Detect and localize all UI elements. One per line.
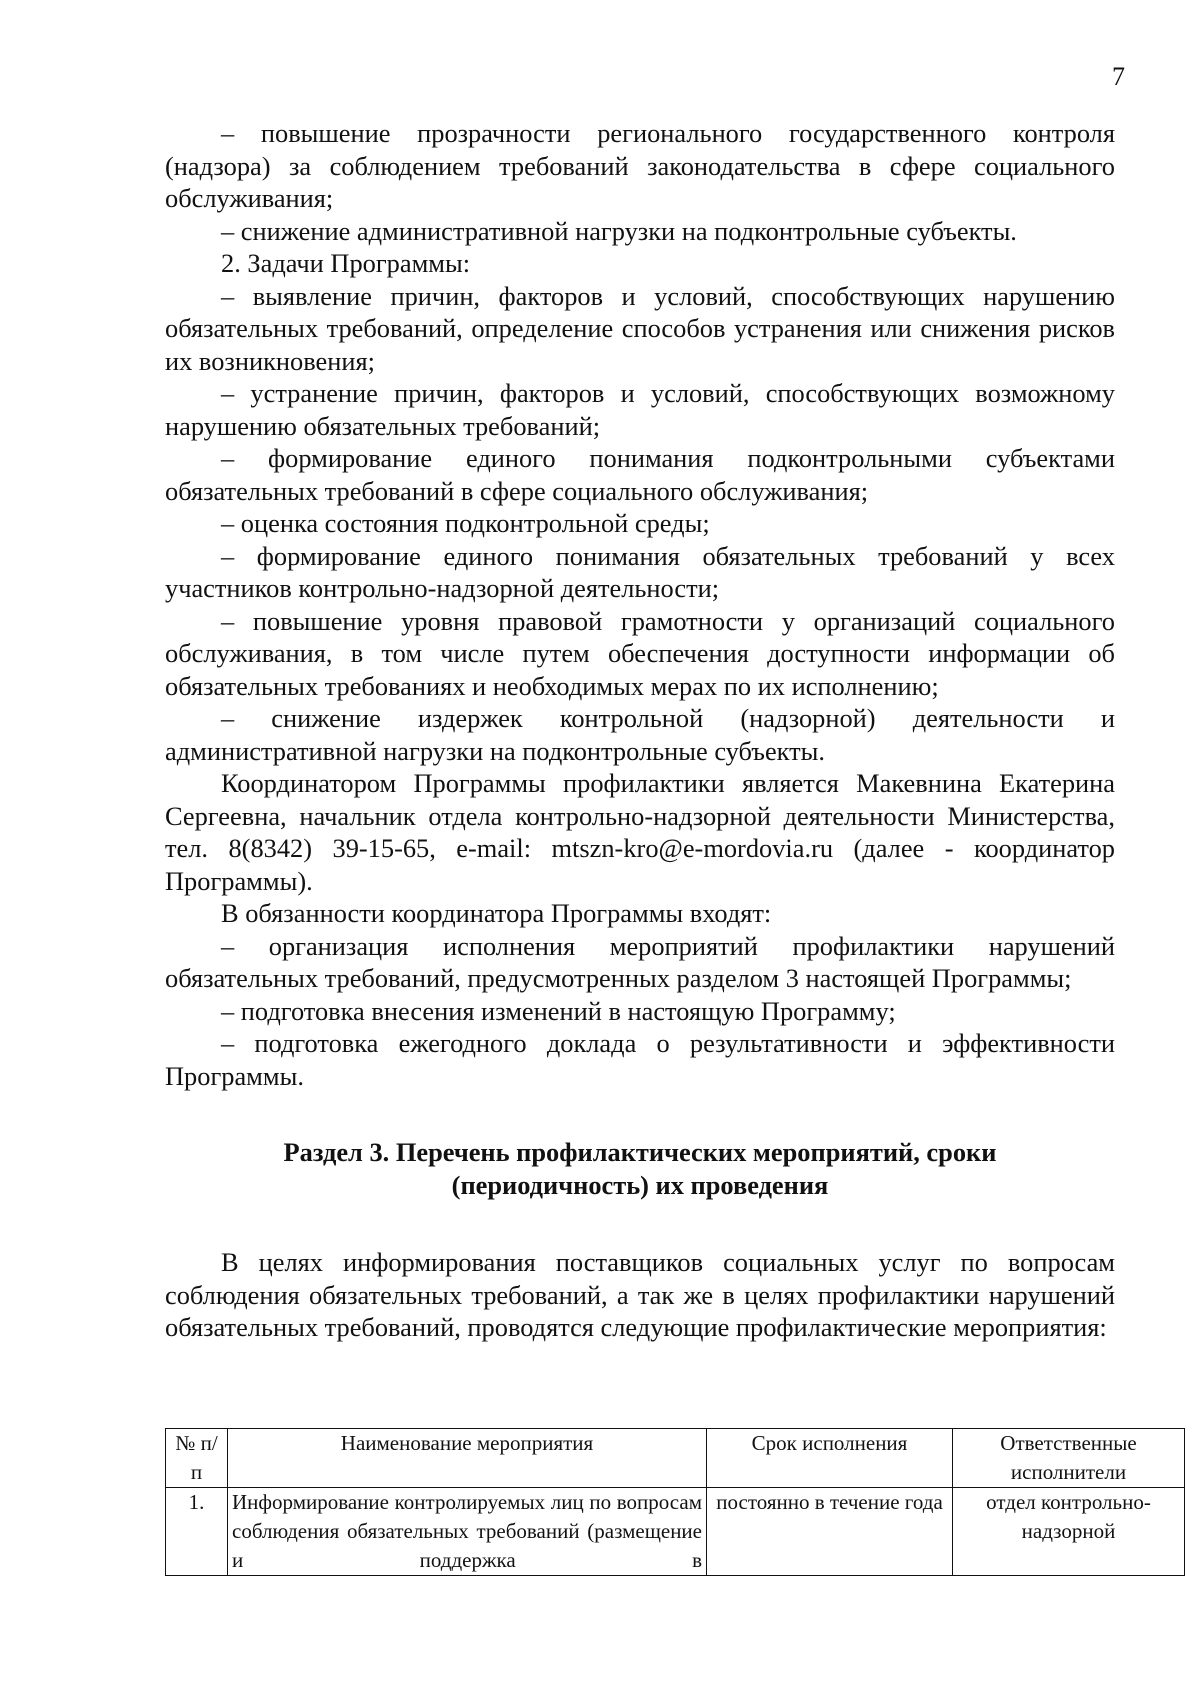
- paragraph: – выявление причин, факторов и условий, способствующих нарушению обязательных требований, определение способов устранения или снижения рисков их возникновения;: [165, 280, 1115, 376]
- page-content: [165, 117, 1115, 1344]
- header-term: Срок исполнения: [707, 1429, 953, 1488]
- paragraph: – подготовка ежегодного доклада о результативности и эффективности Программы.: [165, 1028, 1115, 1091]
- paragraph: – снижение издержек контрольной (надзорной) деятельности и административной нагрузки на подконтрольные субъекты.: [165, 703, 1115, 766]
- paragraph: 2. Задачи Программы:: [221, 248, 471, 278]
- measures-table: [165, 1428, 1185, 1576]
- cell-name: Информирование контролируемых лиц по вопросам соблюдения обязательных требований (размещение и поддержка в: [228, 1488, 707, 1576]
- header-name: Наименование мероприятия: [228, 1429, 707, 1488]
- paragraph: – формирование единого понимания обязательных требований у всех участников контрольно-надзорной деятельности;: [165, 540, 1115, 603]
- section-heading-line: (периодичность) их проведения: [451, 1170, 829, 1200]
- cell-num: 1.: [166, 1488, 228, 1576]
- header-responsible: Ответственные исполнители: [953, 1429, 1185, 1488]
- paragraph: – повышение уровня правовой грамотности у организаций социального обслуживания, в том числе путем обеспечения доступности информации об обязательных требованиях и необходимых мерах по их исполнению;: [165, 605, 1115, 701]
- paragraph: – формирование единого понимания подконтрольными субъектами обязательных требований в сфере социального обслуживания;: [165, 443, 1115, 506]
- paragraph: Координатором Программы профилактики является Макевнина Екатерина Сергеевна, начальник отдела контрольно-надзорной деятельности Министерства, тел. 8(8342) 39-15-65, e-mail: mtszn-kro@e-mordovia.ru (далее - координатор Программы).: [165, 768, 1115, 896]
- cell-term: постоянно в течение года: [707, 1488, 953, 1576]
- paragraph: – повышение прозрачности регионального государственного контроля (надзора) за соблюдением требований законодательства в сфере социального обслуживания;: [165, 118, 1115, 213]
- page-number: 7: [1112, 62, 1125, 91]
- paragraph: – оценка состояния подконтрольной среды;: [221, 508, 710, 538]
- section-intro: В целях информирования поставщиков социальных услуг по вопросам соблюдения обязательных требований, а так же в целях профилактики нарушений обязательных требований, проводятся следующие профилактические мероприятия:: [165, 1247, 1115, 1342]
- paragraph: – подготовка внесения изменений в настоящую Программу;: [221, 995, 896, 1026]
- header-num: № п/п: [166, 1429, 228, 1488]
- paragraph: В обязанности координатора Программы входят:: [221, 898, 772, 928]
- paragraph: – организация исполнения мероприятий профилактики нарушений обязательных требований, предусмотренных разделом 3 настоящей Программы;: [165, 930, 1115, 993]
- section-heading: [165, 1136, 1115, 1202]
- table-row: [166, 1488, 1185, 1576]
- section-heading-line: Раздел 3. Перечень профилактических мероприятий, сроки: [283, 1137, 997, 1167]
- measures-table-wrapper: [165, 1428, 1151, 1576]
- cell-responsible: отдел контрольно-надзорной: [953, 1488, 1185, 1576]
- table-header-row: [166, 1429, 1185, 1488]
- paragraph: – снижение административной нагрузки на подконтрольные субъекты.: [221, 215, 1017, 246]
- paragraph: – устранение причин, факторов и условий, способствующих возможному нарушению обязательных требований;: [165, 378, 1115, 441]
